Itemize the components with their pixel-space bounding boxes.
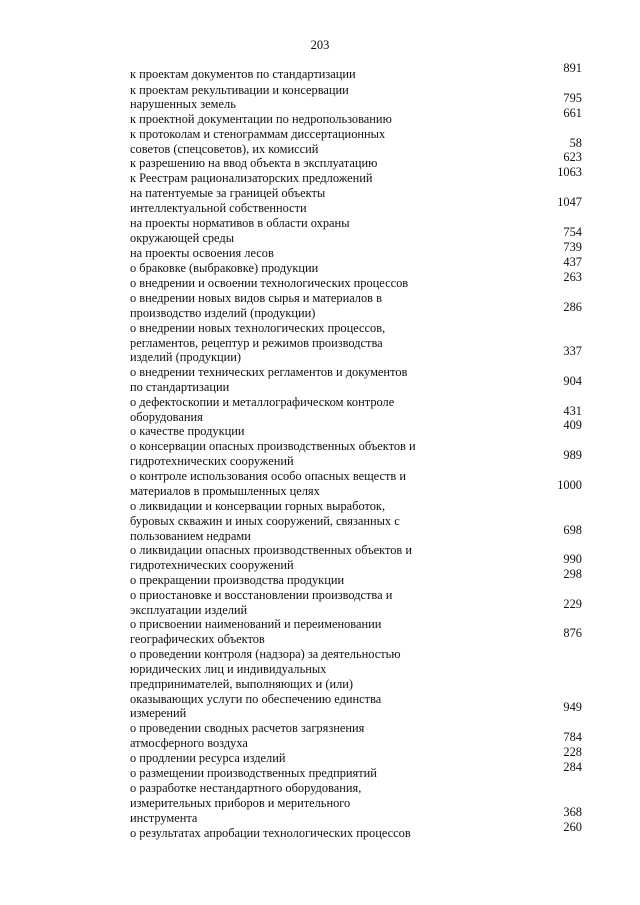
index-line [0,365,640,379]
index-line [0,692,640,706]
index-entry-text: географических объектов [130,632,265,646]
index-line [0,617,640,631]
page-reference-number: 368 [563,805,582,819]
index-entry-text: о приостановке и восстановлении производства и [130,588,393,602]
page-reference-number: 784 [563,730,582,744]
page-reference-number: 891 [563,61,582,75]
index-entry-text: о внедрении и освоении технологических процессов [130,276,409,290]
index-entry-text: нарушенных земель [130,97,236,111]
index-entry-text: о качестве продукции [130,424,245,438]
index-line [0,721,640,735]
index-entry-text: о ликвидации опасных производственных объектов и [130,543,412,557]
index-line [0,552,640,572]
index-line [0,781,640,795]
index-entry-text: о прекращении производства продукции [130,573,345,587]
index-entry-text: измерений [130,706,187,720]
page-reference-number: 260 [563,820,582,834]
index-line [0,150,640,170]
page-reference-number: 623 [563,150,582,164]
page-reference-number: 286 [563,300,582,314]
index-line [0,61,640,81]
index-line [0,195,640,215]
index-line [0,647,640,661]
page-reference-number: 298 [563,567,582,581]
index-line [0,523,640,543]
page-reference-number: 754 [563,225,582,239]
index-line [0,216,640,230]
index-entry-text: к проектной документации по недропользованию [130,112,392,126]
index-entry-text: к Реестрам рационализаторских предложений [130,171,373,185]
index-entry-text: измерительных приборов и мерительного [130,796,351,810]
index-entry-text: о браковке (выбраковке) продукции [130,261,319,275]
index-entry-text: советов (спецсоветов), их комиссий [130,142,319,156]
index-line [0,820,640,840]
index-entry-text: к проектам рекультивации и консервации [130,83,349,97]
index-line [0,543,640,557]
index-line [0,240,640,260]
index-line [0,225,640,245]
index-line [0,395,640,409]
page-reference-number: 337 [563,344,582,358]
index-entry-text: о проведении сводных расчетов загрязнения [130,721,365,735]
index-line [0,336,640,350]
page-reference-number: 263 [563,270,582,284]
index-entry-text: эксплуатации изделий [130,603,248,617]
index-line [0,344,640,364]
index-entry-text: на проекты нормативов в области охраны [130,216,350,230]
index-entry-text: о внедрении технических регламентов и документов [130,365,408,379]
index-line [0,255,640,275]
index-line [0,300,640,320]
index-line [0,469,640,483]
index-entry-text: на проекты освоения лесов [130,246,274,260]
index-line [0,374,640,394]
index-entry-text: инструмента [130,811,198,825]
page-reference-number: 1047 [557,195,582,209]
index-entry-text: о разработке нестандартного оборудования, [130,781,362,795]
index-line [0,760,640,780]
index-line [0,106,640,126]
page-reference-number: 661 [563,106,582,120]
index-entry-text: гидротехнических сооружений [130,558,294,572]
index-line [0,626,640,646]
index-line [0,597,640,617]
index-entry-text: о внедрении новых видов сырья и материалов в [130,291,382,305]
index-line [0,700,640,720]
page-reference-number: 1063 [557,165,582,179]
index-entry-text: юридических лиц и индивидуальных [130,662,327,676]
index-entry-text: о размещении производственных предприятий [130,766,377,780]
index-line [0,514,640,528]
index-line [0,165,640,185]
index-entry-text: о ликвидации и консервации горных выработок, [130,499,386,513]
index-line [0,662,640,676]
index-entry-text: изделий (продукции) [130,350,241,364]
index-entry-text: о контроле использования особо опасных веществ и [130,469,406,483]
page-reference-number: 949 [563,700,582,714]
index-line [0,270,640,290]
page-reference-number: 229 [563,597,582,611]
index-line [0,136,640,156]
index-line [0,805,640,825]
page-reference-number: 284 [563,760,582,774]
index-entry-text: регламентов, рецептур и режимов производства [130,336,383,350]
index-entry-text: по стандартизации [130,380,230,394]
index-entry-text: к протоколам и стенограммам диссертационных [130,127,386,141]
page-reference-number: 989 [563,448,582,462]
index-line [0,418,640,438]
index-entry-text: интеллектуальной собственности [130,201,307,215]
page-reference-number: 698 [563,523,582,537]
index-line [0,291,640,305]
index-entry-text: атмосферного воздуха [130,736,248,750]
page-number: 203 [310,38,330,52]
index-line [0,321,640,335]
index-line [0,83,640,97]
index-entry-text: к проектам документов по стандартизации [130,67,356,81]
index-line [0,499,640,513]
index-line [0,796,640,810]
page-reference-number: 904 [563,374,582,388]
index-line [0,478,640,498]
index-entry-text: о продлении ресурса изделий [130,751,286,765]
index-entry-text: гидротехнических сооружений [130,454,294,468]
page-reference-number: 431 [563,404,582,418]
page-reference-number: 739 [563,240,582,254]
index-line [0,439,640,453]
page-reference-number: 1000 [557,478,582,492]
index-entry-text: о внедрении новых технологических процессов, [130,321,386,335]
index-line [0,745,640,765]
index-line [0,730,640,750]
index-entry-text: пользованием недрами [130,529,251,543]
page-reference-number: 990 [563,552,582,566]
index-line [0,127,640,141]
page-reference-number: 437 [563,255,582,269]
page-reference-number: 795 [563,91,582,105]
index-line [0,448,640,468]
index-entry-text: предпринимателей, выполняющих и (или) [130,677,354,691]
page-reference-number: 228 [563,745,582,759]
index-entry-text: буровых скважин и иных сооружений, связанных с [130,514,400,528]
index-entry-text: о проведении контроля (надзора) за деятельностью [130,647,401,661]
index-line [0,677,640,691]
index-entry-text: производство изделий (продукции) [130,306,316,320]
index-entry-text: о консервации опасных производственных объектов и [130,439,416,453]
page-reference-number: 58 [569,136,582,150]
index-entry-text: о результатах апробации технологических процессов [130,826,411,840]
page-reference-number: 409 [563,418,582,432]
index-entry-text: оказывающих услуги по обеспечению единства [130,692,382,706]
index-entry-text: о дефектоскопии и металлографическом контроле [130,395,395,409]
index-entry-text: о присвоении наименований и переименовании [130,617,382,631]
index-entry-text: окружающей среды [130,231,235,245]
index-line [0,588,640,602]
index-entry-text: к разрешению на ввод объекта в эксплуатацию [130,156,378,170]
index-entry-text: оборудования [130,410,203,424]
index-line [0,404,640,424]
index-entry-text: на патентуемые за границей объекты [130,186,326,200]
index-line [0,186,640,200]
index-entry-text: материалов в промышленных целях [130,484,320,498]
index-line [0,567,640,587]
page-reference-number: 876 [563,626,582,640]
index-line [0,91,640,111]
